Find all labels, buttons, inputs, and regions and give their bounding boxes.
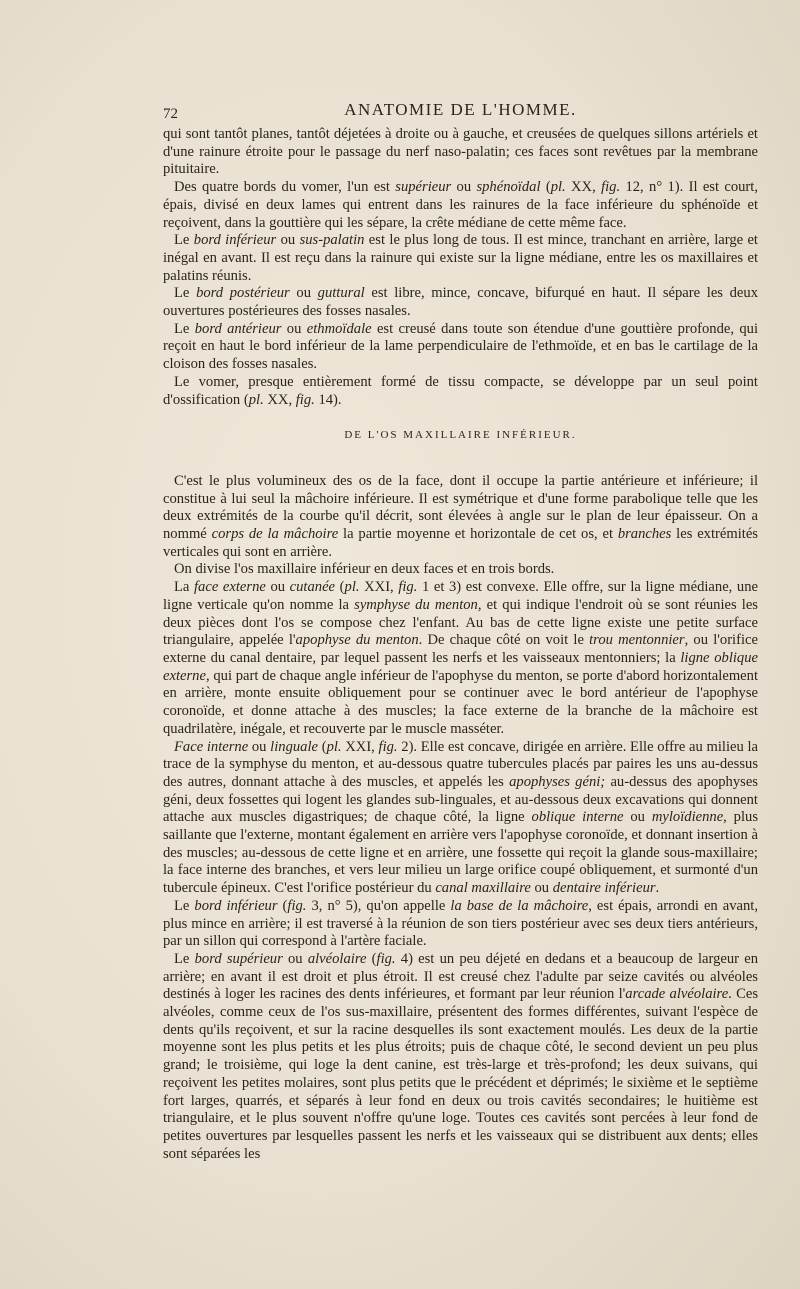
text-run: au-dessus des apophyses géni, deux fossettes qui logent les glandes sub-linguales, et au-dessous deux excavations qui donnent attache aux muscles digastriques; de chaque côté, la ligne — [163, 773, 758, 826]
text-run: ( — [335, 579, 345, 596]
italic-term: sus-palatin — [299, 232, 365, 249]
text-run: 14). — [314, 391, 342, 408]
italic-term: sphénoïdal — [476, 179, 541, 196]
text-run: XX, — [263, 391, 296, 408]
text-run: C'est le plus volumineux des os de la face, dont il occupe la partie antérieure et inférieure; il constitue à lui seul la mâchoire inférieure. Il est symétrique et d'une forme parabolique telle que les deux extrémités de la courbe qu'il décrit, sont élevées à angle sur le plan de leur épaisseur. On a nommé — [163, 472, 758, 543]
text-run: 3, n° 5), qu'on appelle — [306, 897, 451, 914]
text-run: ou — [451, 179, 477, 196]
text-run: , est épais, arrondi en avant, plus mince en arrière; il est traversé à la réunion de son tiers postérieur avec ses deux tiers antérieurs, par un sillon qui correspond à l'artère faciale. — [163, 897, 758, 950]
italic-term: fig. — [295, 391, 315, 408]
text-run: Le — [174, 897, 195, 914]
text-run: 12, n° 1). Il est court, épais, divisé en deux lames qui entrent dans les rainures de la face inférieure du sphénoïde et reçoivent, dans la gouttière qui les sépare, la crête médiane de cette même face. — [163, 179, 758, 231]
page-number: 72 — [163, 106, 178, 122]
text-run: ou — [623, 809, 652, 826]
italic-term: myloïdienne — [651, 809, 724, 826]
italic-term: fig. — [378, 738, 398, 755]
paragraph-11 — [163, 898, 758, 951]
text-run: est libre, mince, concave, bifurqué en haut. Il sépare les deux ouvertures postérieures des fosses nasales. — [163, 285, 759, 320]
text-run: , et qui indique l'endroit où se sont réunies les deux pièces dont l'os se compose chez l'enfant. Au bas de cette ligne existe une petite surface triangulaire, appelée l' — [163, 596, 758, 649]
text-run: XXI, — [341, 738, 379, 755]
italic-term: bord inférieur — [193, 232, 277, 249]
paragraph-3 — [163, 232, 758, 285]
italic-term: ethmoïdale — [306, 320, 372, 337]
paragraph-6 — [163, 374, 758, 409]
italic-term: corps de la mâchoire — [211, 526, 339, 543]
italic-term: alvéolaire — [307, 950, 367, 967]
text-run: ou — [281, 320, 307, 337]
text-run: La — [174, 579, 194, 596]
paragraph-8: On divise l'os maxillaire inférieur en deux faces et en trois bords. — [174, 561, 555, 578]
text-run: ou — [265, 579, 290, 596]
italic-term: pl. — [344, 579, 360, 596]
text-run: , plus saillante que l'externe, montant également en arrière vers l'apophyse coronoïde, et donnant insertion à des muscles; au-dessous de cette ligne et en arrière, une fossette qui reçoit la glande sous-maxillaire; la face interne des branches, et vers leur milieu un large orifice coupé obliquement, et surmonté d'un tubercule épineux. C'est l'orifice postérieur du — [163, 809, 759, 897]
text-run: est creusé dans toute son étendue d'une gouttière profonde, qui reçoit en haut le bord inférieur de la lame perpendiculaire de l'ethmoïde, et en bas le cartilage de la cloison des fosses nasales. — [163, 320, 759, 373]
italic-term: branches — [617, 526, 672, 543]
italic-term: canal maxillaire — [435, 880, 531, 897]
text-run: Le vomer, presque entièrement formé de tissu compacte, se développe par un seul point d'ossification ( — [163, 373, 758, 408]
italic-term: cutanée — [289, 579, 336, 596]
italic-term: fig. — [376, 950, 396, 967]
text-run: les extrémités verticales qui sont en arrière. — [163, 526, 758, 560]
italic-term: linguale — [270, 738, 319, 755]
text-run: XXI, — [359, 579, 399, 596]
text-run: , qui part de chaque angle inférieur de l'apophyse du menton, se porte d'abord horizontalement en arrière, monte ensuite obliquement pour se continuer avec le bord antérieur de l'apophyse coronoïde, et donne attache à des muscles; la face externe de la branche de la mâchoire est quadrilatère, inégale, et recouverte par le muscle masséter. — [163, 667, 758, 737]
text-run: Le — [174, 285, 197, 302]
paragraph-9 — [163, 579, 758, 738]
paragraph-1: qui sont tantôt planes, tantôt déjetées à droite ou à gauche, et creusées de quelques sillons artériels et d'une rainure étroite pour le passage du nerf naso-palatin; ces faces sont revêtues par la membrane pituitaire. — [163, 126, 758, 178]
italic-term: guttural — [317, 285, 365, 302]
text-run: ( — [366, 950, 377, 967]
italic-term: apophyses géni; — [509, 773, 606, 790]
italic-term: pl. — [550, 179, 566, 196]
paragraph-2 — [163, 179, 758, 232]
text-run: XX, — [565, 179, 602, 196]
italic-term: ligne oblique externe — [163, 649, 758, 684]
paragraph-7 — [163, 473, 758, 562]
text-run: ou — [530, 880, 553, 897]
italic-term: supérieur — [395, 179, 452, 196]
italic-term: face externe — [194, 579, 266, 596]
text-run: 1 et 3) est convexe. Elle offre, sur la ligne médiane, une ligne verticale qu'on nomme la — [163, 579, 758, 613]
paragraph-5 — [163, 321, 758, 374]
italic-term: dentaire inférieur — [552, 880, 656, 897]
text-run: . Ces alvéoles, comme ceux de l'os sus-maxillaire, présentent des formes différentes, suivant l'espèce de dents qu'ils reçoivent, et sur la racine desquelles ils sont exactement moulés. Les deux de la partie moyenne sont les plus petits et les plus étroits; puis de chaque côté, le second devient un peu plus grand; le troisième, qui loge la dent canine, est très-large et très-profond; les deux suivans, qui reçoivent les petites molaires, sont plus petits que le précédent et déprimés; le sixième et le septième fort larges, quarrés, et séparés à leur fond en deux ou trois cavités secondaires; le huitième est triangulaire, et le plus souvent n'offre qu'une loge. Toutes ces cavités sont percées à leur fond de petites ouvertures par lesquelles passent les nerfs et les vaisseaux qui se distribuent aux dents; elles sont séparées les — [163, 986, 758, 1162]
text-run: la partie moyenne et horizontale de cet os, et — [338, 526, 618, 543]
text-run: ( — [277, 897, 288, 914]
italic-term: arcade alvéolaire — [625, 986, 729, 1003]
section-title: DE L'OS MAXILLAIRE INFÉRIEUR. — [344, 429, 577, 442]
italic-term: la base de la mâchoire — [450, 897, 589, 914]
body-text — [163, 126, 758, 1163]
paragraph-4 — [163, 285, 758, 320]
page-header — [163, 100, 758, 124]
text-run: ( — [318, 738, 327, 755]
italic-term: trou mentonnier — [589, 632, 685, 649]
text-run: ou — [289, 285, 318, 302]
text-run: , ou l'orifice externe du canal dentaire, par lequel passent les nerfs et les vaisseaux mentonniers; la — [163, 632, 758, 666]
italic-term: apophyse du menton — [295, 632, 419, 649]
paragraph-10 — [163, 739, 758, 898]
italic-term: fig. — [601, 179, 621, 196]
text-run: Le — [174, 232, 194, 249]
text-run: Des quatre bords du vomer, l'un est — [174, 179, 396, 196]
text-run: . — [655, 880, 660, 897]
text-run: 2). Elle est concave, dirigée en arrière. Elle offre au milieu la trace de la symphyse du menton, et au-dessous quatre tubercules placés par paires les uns au-dessus des autres, donnant attache à des muscles, et appelés les — [163, 738, 758, 790]
italic-term: oblique interne — [531, 809, 624, 826]
text-run: est le plus long de tous. Il est mince, tranchant en arrière, large et inégal en avant. Il est reçu dans la rainure qui existe sur la ligne médiane, entre les os maxillaires et palatins réunis. — [163, 232, 758, 284]
paragraph-12 — [163, 951, 758, 1163]
running-title: ANATOMIE DE L'HOMME. — [344, 100, 577, 119]
text-run: ( — [540, 179, 551, 196]
italic-term: pl. — [248, 391, 264, 408]
text-run: 4) est un peu déjeté en dedans et a beaucoup de largeur en arrière; en avant il est droit et plus étroit. Il est creusé chez l'adulte par seize cavités ou alvéoles destinés à loger les racines des dents inférieures, et formant par leur réunion l' — [163, 950, 759, 1003]
italic-term: bord inférieur — [194, 897, 278, 914]
text-run: Le — [174, 320, 195, 337]
italic-term: bord supérieur — [194, 950, 283, 967]
italic-term: symphyse du menton — [354, 596, 478, 613]
text-run: ou — [276, 232, 300, 249]
italic-term: bord antérieur — [194, 320, 282, 337]
text-run: . De chaque côté on voit le — [418, 632, 590, 649]
text-run: ou — [282, 950, 308, 967]
italic-term: Face interne — [174, 738, 249, 755]
italic-term: bord postérieur — [196, 285, 290, 302]
italic-term: fig. — [398, 579, 418, 596]
text-run: ou — [248, 738, 271, 755]
italic-term: fig. — [287, 897, 307, 914]
italic-term: pl. — [326, 738, 342, 755]
text-run: Le — [174, 950, 195, 967]
